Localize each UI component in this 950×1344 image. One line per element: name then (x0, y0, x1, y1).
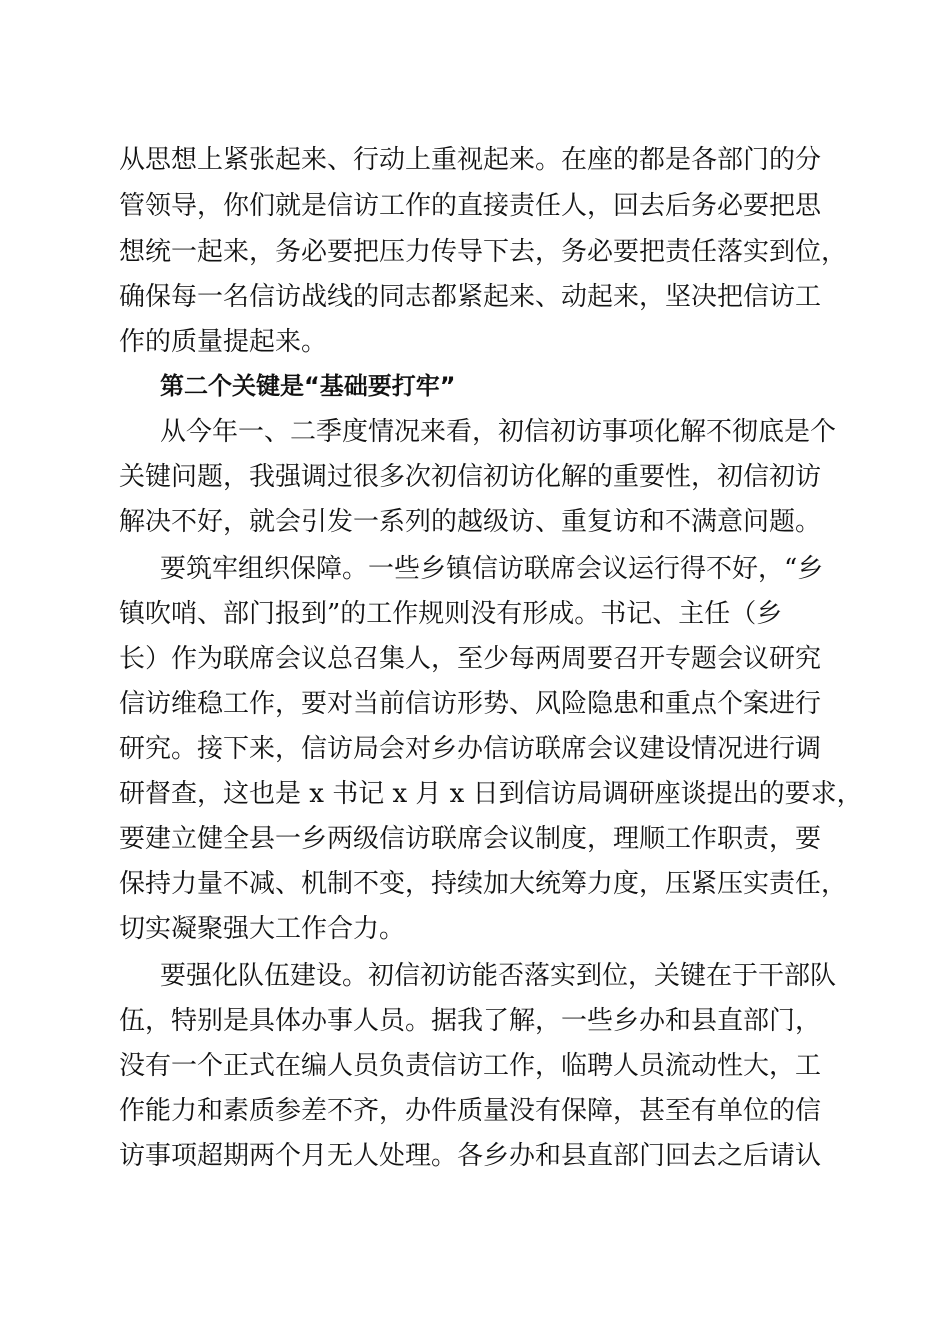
text-line-1: 从思想上紧张起来、行动上重视起来。在座的都是各部门的分 (119, 145, 822, 175)
text-line-17: 保持力量不减、机制不变，持续加大统筹力度，压紧压实责任， (119, 869, 848, 899)
text-line-22: 作能力和素质参差不齐，办件质量没有保障，甚至有单位的信 (119, 1096, 822, 1126)
text-line-13: 信访维稳工作，要对当前信访形势、风险隐患和重点个案进行 (119, 689, 822, 719)
text-line-10: 要筑牢组织保障。一些乡镇信访联席会议运行得不好，“乡 (160, 554, 824, 584)
text-line-18: 切实凝聚强大工作合力。 (119, 914, 406, 944)
text-line-21: 没有一个正式在编人员负责信访工作，临聘人员流动性大，工 (119, 1051, 822, 1081)
text-line-9: 解决不好，就会引发一系列的越级访、重复访和不满意问题。 (119, 507, 822, 537)
text-line-23: 访事项超期两个月无人处理。各乡办和县直部门回去之后请认 (119, 1141, 822, 1171)
text-line-7: 从今年一、二季度情况来看，初信初访事项化解不彻底是个 (160, 417, 837, 447)
text-line-12: 长）作为联席会议总召集人，至少每两周要召开专题会议研究 (119, 644, 822, 674)
text-line-5: 作的质量提起来。 (119, 327, 328, 357)
text-line-20: 伍，特别是具体办事人员。据我了解，一些乡办和县直部门， (119, 1006, 822, 1036)
text-line-19: 要强化队伍建设。初信初访能否落实到位，关键在于干部队 (160, 961, 837, 991)
text-line-2: 管领导，你们就是信访工作的直接责任人，回去后务必要把思 (119, 191, 822, 221)
text-line-15: 研督查，这也是 x 书记 x 月 x 日到信访局调研座谈提出的要求， (119, 779, 863, 809)
text-line-4: 确保每一名信访战线的同志都紧起来、动起来，坚决把信访工 (119, 282, 822, 312)
section-heading: 第二个关键是“基础要打牢” (160, 372, 456, 400)
text-line-8: 关键问题，我强调过很多次初信初访化解的重要性，初信初访 (119, 462, 822, 492)
text-line-3: 想统一起来，务必要把压力传导下去，务必要把责任落实到位， (119, 237, 848, 267)
text-line-16: 要建立健全县一乡两级信访联席会议制度，理顺工作职责，要 (119, 824, 822, 854)
text-line-14: 研究。接下来，信访局会对乡办信访联席会议建设情况进行调 (119, 734, 822, 764)
text-line-11: 镇吹哨、部门报到”的工作规则没有形成。书记、主任（乡 (119, 599, 783, 629)
